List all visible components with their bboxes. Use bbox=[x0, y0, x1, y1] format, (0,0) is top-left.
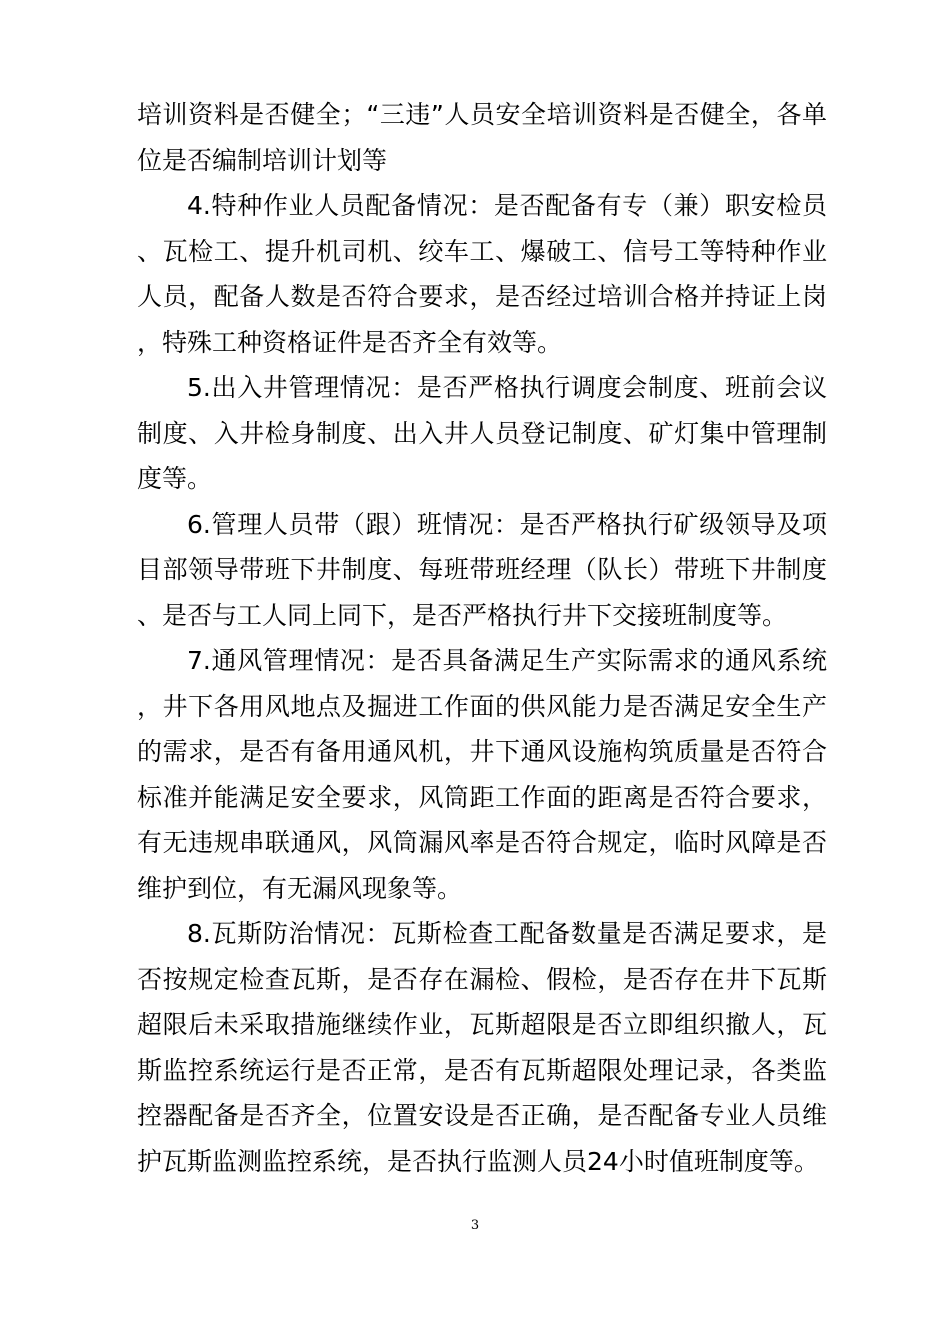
paragraph-shaft-access-management: 5.出入井管理情况：是否严格执行调度会制度、班前会议制度、入井检身制度、出入井人员登记制度、矿灯集中管理制度等。 bbox=[137, 373, 827, 493]
paragraph-special-operations-staffing: 4.特种作业人员配备情况：是否配备有专（兼）职安检员、瓦检工、提升机司机、绞车工、爆破工、信号工等特种作业人员，配备人数是否符合要求，是否经过培训合格并持证上岗，特殊工种资格证件是否齐全有效等。 bbox=[137, 191, 827, 357]
paragraph-manager-shift-duty: 6.管理人员带（跟）班情况：是否严格执行矿级领导及项目部领导带班下井制度、每班带班经理（队长）带班下井制度、是否与工人同上同下，是否严格执行井下交接班制度等。 bbox=[137, 509, 827, 630]
page-number: 3 bbox=[470, 1218, 480, 1233]
document-body bbox=[137, 92, 827, 1184]
paragraph-ventilation-management: 7.通风管理情况：是否具备满足生产实际需求的通风系统，井下各用风地点及掘进工作面的供风能力是否满足安全生产的需求，是否有备用通风机，井下通风设施构筑质量是否符合标准并能满足安全要求，风筒距工作面的距离是否符合要求，有无违规串联通风，风筒漏风率是否符合规定，临时风障是否维护到位，有无漏风现象等。 bbox=[137, 646, 827, 903]
paragraph-gas-prevention: 8.瓦斯防治情况：瓦斯检查工配备数量是否满足要求，是否按规定检查瓦斯，是否存在漏检、假检，是否存在井下瓦斯超限后未采取措施继续作业，瓦斯超限是否立即组织撤人，瓦斯监控系统运行是否正常，是否有瓦斯超限处理记录，各类监控器配备是否齐全，位置安设是否正确，是否配备专业人员维护瓦斯监测监控系统，是否执行监测人员24小时值班制度等。 bbox=[137, 919, 827, 1176]
paragraph-continuation: 培训资料是否健全；“三违”人员安全培训资料是否健全，各单位是否编制培训计划等 bbox=[137, 100, 827, 175]
